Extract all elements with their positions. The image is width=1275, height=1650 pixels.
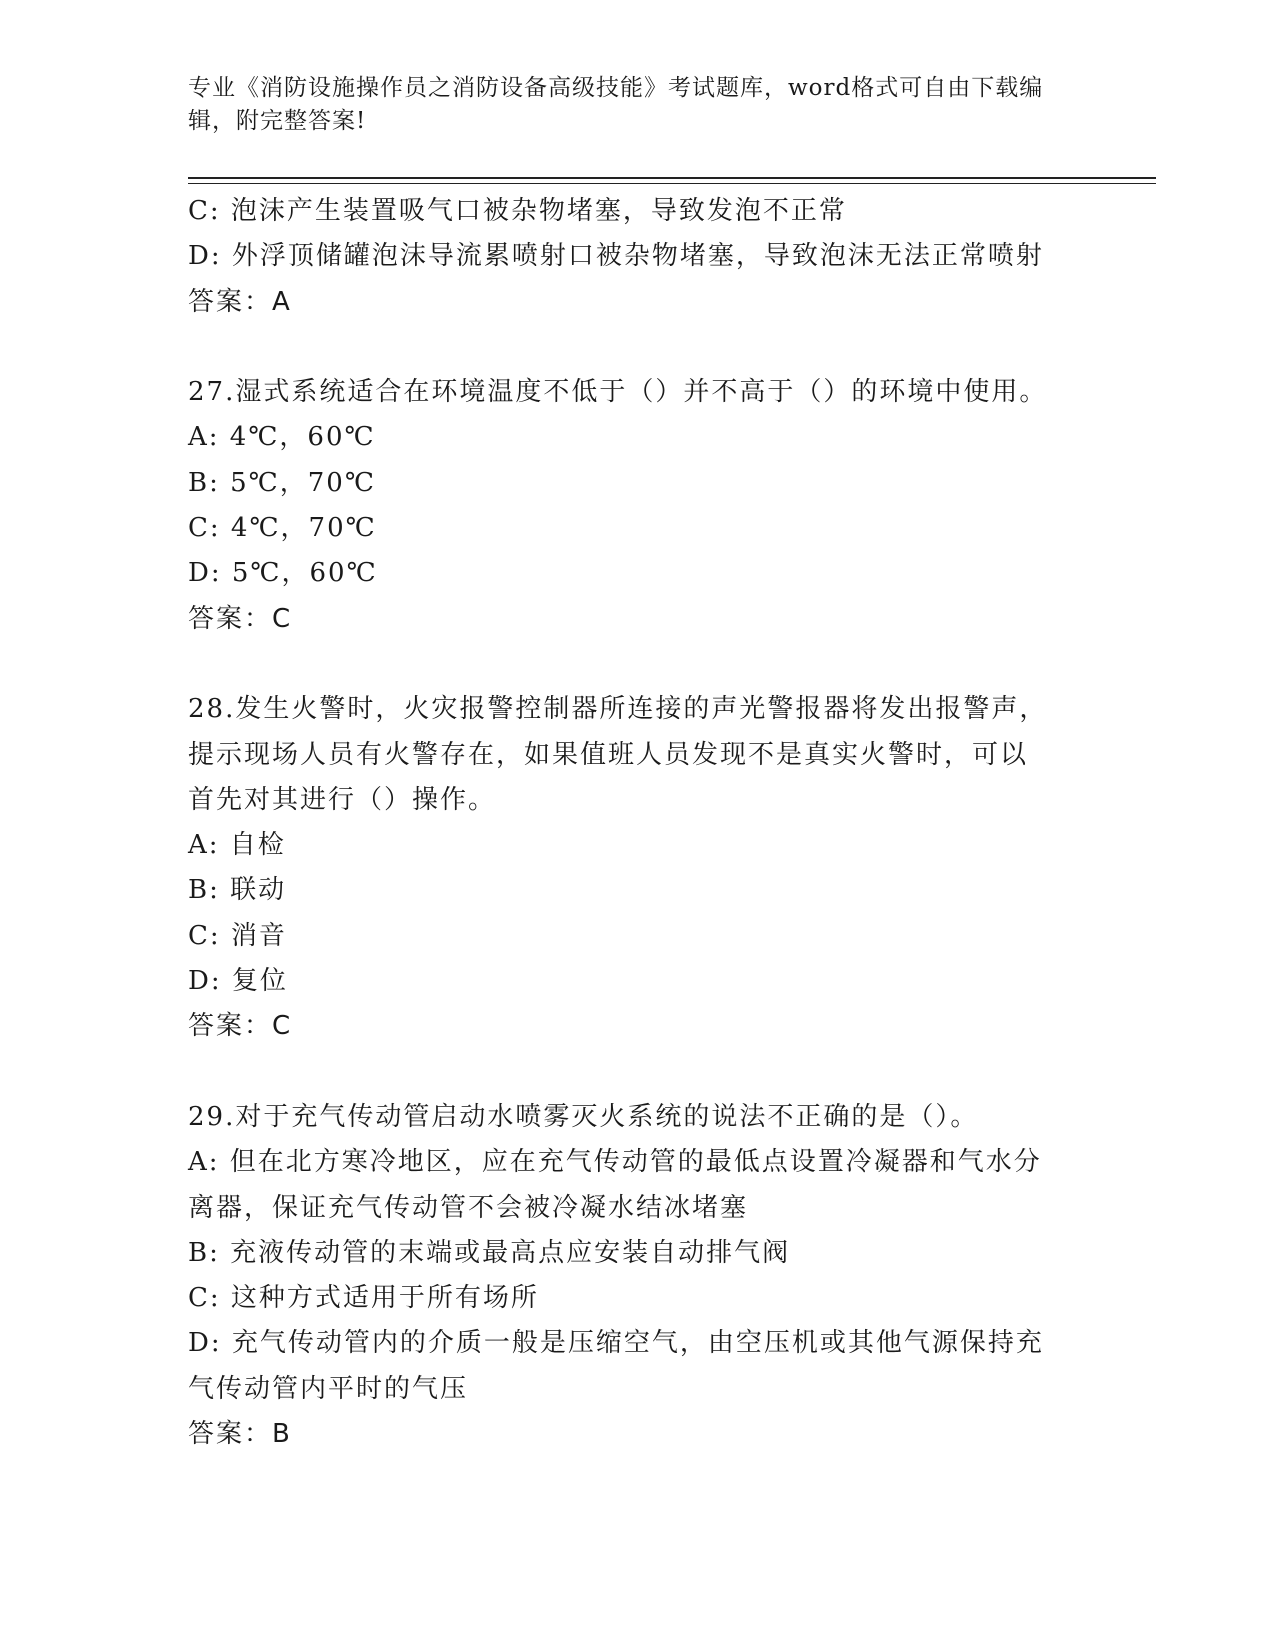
option-b: B: 联动 [188, 875, 287, 906]
spacer [188, 642, 1088, 687]
question-list [188, 189, 1088, 1457]
question-stem-line-3: 首先对其进行（）操作。 [188, 784, 497, 815]
option-b: B: 充液传动管的末端或最高点应安装自动排气阀 [188, 1237, 791, 1268]
question-26-tail [188, 189, 1088, 325]
header-line-1: 专业《消防设施操作员之消防设备高级技能》考试题库，word格式可自由下载编 [188, 75, 1044, 101]
option-a-line-1: A: 但在北方寒冷地区，应在充气传动管的最低点设置冷凝器和气水分 [188, 1147, 1042, 1178]
question-29 [188, 1095, 1088, 1457]
spacer [188, 1050, 1088, 1095]
option-a: A: 4℃，60℃ [188, 422, 376, 453]
question-stem: 29.对于充气传动管启动水喷雾灭火系统的说法不正确的是（）。 [188, 1101, 979, 1132]
option-a-line-2: 离器，保证充气传动管不会被冷凝水结冰堵塞 [188, 1192, 749, 1223]
answer-line: 答案：C [188, 1011, 293, 1042]
answer-line: 答案：A [188, 286, 292, 317]
question-stem: 27.湿式系统适合在环境温度不低于（）并不高于（）的环境中使用。 [188, 377, 1048, 408]
option-d: D: 外浮顶储罐泡沫导流累喷射口被杂物堵塞，导致泡沫无法正常喷射 [188, 241, 1044, 272]
answer-line: 答案：B [188, 1419, 292, 1450]
question-28 [188, 687, 1088, 1049]
option-a: A: 自检 [188, 830, 286, 861]
option-d: D: 5℃，60℃ [188, 558, 378, 589]
header-line-2: 辑，附完整答案! [188, 108, 367, 134]
question-stem-line-2: 提示现场人员有火警存在，如果值班人员发现不是真实火警时，可以 [188, 739, 1029, 770]
header-rule-thin [188, 183, 1156, 184]
header-rule-thick [188, 177, 1156, 179]
option-c: C: 泡沫产生装置吸气口被杂物堵塞，导致发泡不正常 [188, 196, 847, 226]
page-header [188, 72, 1088, 138]
option-d-line-2: 气传动管内平时的气压 [188, 1373, 469, 1404]
question-27 [188, 370, 1088, 642]
spacer [188, 325, 1088, 370]
option-d: D: 复位 [188, 966, 288, 997]
option-b: B: 5℃，70℃ [188, 467, 376, 498]
option-c: C: 这种方式适用于所有场所 [188, 1283, 539, 1314]
option-d-line-1: D: 充气传动管内的介质一般是压缩空气，由空压机或其他气源保持充 [188, 1328, 1044, 1359]
option-c: C: 4℃，70℃ [188, 513, 377, 544]
answer-line: 答案：C [188, 603, 293, 634]
question-stem-line-1: 28.发生火警时，火灾报警控制器所连接的声光警报器将发出报警声， [188, 694, 1048, 725]
option-c: C: 消音 [188, 920, 287, 951]
